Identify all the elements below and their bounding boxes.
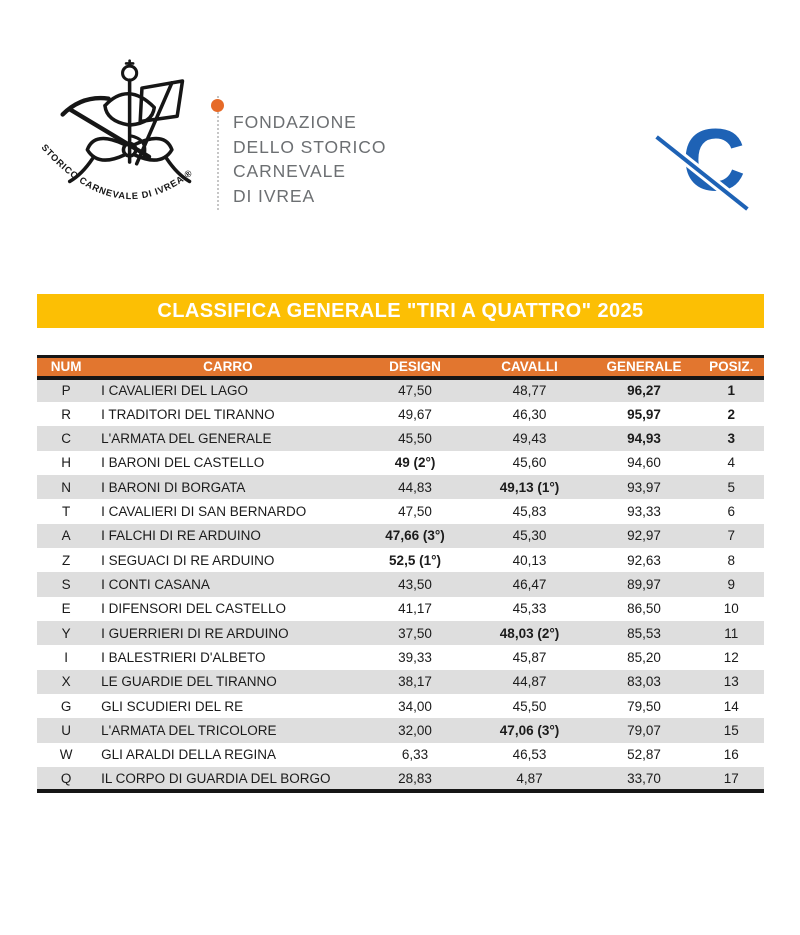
- cell-design: 6,33: [401, 747, 429, 763]
- cell-posiz: 15: [723, 722, 739, 738]
- page-title: CLASSIFICA GENERALE "TIRI A QUATTRO" 2025: [37, 294, 764, 328]
- table-row: [37, 767, 764, 791]
- column-header-posiz: POSIZ.: [699, 357, 764, 378]
- foundation-line: CARNEVALE: [233, 161, 346, 181]
- header-row: [37, 357, 764, 378]
- cell-num: G: [60, 698, 72, 714]
- table-row: [37, 597, 764, 621]
- table-row: [37, 524, 764, 548]
- cell-num: S: [61, 576, 71, 592]
- cell-num: Q: [60, 770, 72, 786]
- cell-carro: I FALCHI DI RE ARDUINO: [101, 528, 261, 544]
- cell-generale: 33,70: [627, 770, 661, 786]
- dotted-divider: [217, 96, 219, 210]
- cell-generale: 79,50: [627, 698, 661, 714]
- cell-posiz: 7: [727, 528, 736, 544]
- cell-design: 38,17: [398, 674, 432, 690]
- cell-generale: 85,20: [627, 649, 661, 665]
- cell-generale: 85,53: [627, 625, 661, 641]
- column-header-carro: CARRO: [95, 357, 360, 378]
- cell-cavalli: 46,53: [512, 747, 547, 763]
- cell-design: 41,17: [398, 601, 432, 617]
- cell-design: 45,50: [398, 430, 432, 446]
- cell-posiz: 14: [723, 698, 739, 714]
- table-row: [37, 743, 764, 767]
- cell-num: P: [61, 383, 71, 399]
- cell-carro: I BALESTRIERI D'ALBETO: [101, 649, 266, 665]
- cell-carro: I BARONI DEL CASTELLO: [101, 455, 265, 471]
- cell-num: R: [61, 406, 71, 422]
- table-row: [37, 572, 764, 596]
- cell-cavalli: 47,06 (3°): [499, 722, 560, 738]
- cell-posiz: 4: [727, 455, 736, 471]
- table-row: [37, 718, 764, 742]
- cell-cavalli: 49,43: [512, 430, 547, 446]
- cell-num: I: [64, 649, 68, 665]
- cell-carro: GLI SCUDIERI DEL RE: [101, 698, 244, 714]
- cell-carro: LE GUARDIE DEL TIRANNO: [101, 674, 277, 690]
- crest-emblem-icon: [38, 58, 223, 230]
- cell-generale: 52,87: [627, 747, 661, 763]
- cell-design: 32,00: [398, 722, 432, 738]
- cell-posiz: 6: [727, 503, 736, 519]
- cell-cavalli: 40,13: [512, 552, 547, 568]
- foundation-line: DI IVREA: [233, 185, 316, 206]
- cell-carro: I DIFENSORI DEL CASTELLO: [101, 601, 286, 617]
- cell-carro: L'ARMATA DEL TRICOLORE: [101, 722, 277, 738]
- cell-num: E: [61, 601, 71, 617]
- cell-cavalli: 44,87: [512, 674, 547, 690]
- cell-generale: 93,33: [627, 503, 661, 519]
- cell-generale: 89,97: [627, 576, 661, 592]
- cell-num: H: [61, 455, 71, 471]
- cell-num: A: [61, 528, 71, 544]
- cell-design: 52,5 (1°): [389, 552, 441, 568]
- foundation-wordmark: [233, 110, 386, 208]
- cell-posiz: 1: [727, 383, 736, 399]
- table-row: [37, 378, 764, 402]
- cell-generale: 94,60: [627, 455, 661, 471]
- standings-table: [37, 355, 764, 793]
- foundation-line: DELLO STORICO: [233, 136, 387, 157]
- crest-arc-text: STORICO CARNEVALE DI IVREA ®: [39, 142, 195, 202]
- table-row: [37, 402, 764, 426]
- cell-posiz: 5: [727, 479, 736, 495]
- foundation-line: FONDAZIONE: [233, 112, 357, 132]
- cell-posiz: 9: [727, 576, 736, 592]
- table-row: [37, 645, 764, 669]
- cell-posiz: 10: [723, 601, 739, 617]
- cell-num: U: [61, 722, 71, 738]
- cell-design: 37,50: [398, 625, 432, 641]
- cell-num: Z: [61, 552, 71, 568]
- cell-cavalli: 4,87: [516, 770, 543, 786]
- cell-design: 39,33: [398, 649, 432, 665]
- cell-generale: 95,97: [627, 406, 661, 422]
- carnevale-crest-logo: [38, 58, 223, 232]
- cell-cavalli: 48,77: [512, 383, 547, 399]
- cell-carro: I CONTI CASANA: [101, 576, 210, 592]
- cell-num: X: [61, 674, 71, 690]
- cell-num: Y: [61, 625, 71, 641]
- cell-cavalli: 45,33: [512, 601, 547, 617]
- standings-table-wrap: [37, 355, 764, 793]
- cell-generale: 93,97: [627, 479, 661, 495]
- cell-cavalli: 45,83: [512, 503, 547, 519]
- table-header: [37, 357, 764, 378]
- cell-generale: 79,07: [627, 722, 661, 738]
- cell-generale: 86,50: [627, 601, 661, 617]
- cell-generale: 83,03: [627, 674, 661, 690]
- cell-carro: I CAVALIERI DEL LAGO: [101, 383, 248, 399]
- cell-cavalli: 45,87: [512, 649, 547, 665]
- table-row: [37, 451, 764, 475]
- cell-posiz: 8: [727, 552, 736, 568]
- orange-dot-icon: [211, 99, 224, 112]
- cell-posiz: 16: [723, 747, 739, 763]
- cell-num: W: [59, 747, 73, 763]
- cell-generale: 94,93: [627, 430, 661, 446]
- partner-c-letter: C: [682, 110, 746, 209]
- cell-generale: 96,27: [627, 383, 661, 399]
- cell-carro: I GUERRIERI DI RE ARDUINO: [101, 625, 289, 641]
- cell-carro: I SEGUACI DI RE ARDUINO: [101, 552, 275, 568]
- cell-cavalli: 45,60: [512, 455, 547, 471]
- column-header-cavalli: CAVALLI: [470, 357, 590, 378]
- cell-design: 34,00: [398, 698, 432, 714]
- cell-cavalli: 49,13 (1°): [499, 479, 560, 495]
- table-row: [37, 670, 764, 694]
- cell-num: C: [61, 430, 71, 446]
- column-header-design: DESIGN: [361, 357, 470, 378]
- cell-num: T: [61, 503, 71, 519]
- cell-posiz: 12: [723, 649, 739, 665]
- cell-carro: GLI ARALDI DELLA REGINA: [101, 747, 276, 763]
- cell-posiz: 11: [724, 625, 739, 641]
- cell-cavalli: 46,47: [512, 576, 547, 592]
- cell-design: 28,83: [398, 770, 432, 786]
- column-header-generale: GENERALE: [590, 357, 699, 378]
- standings-body: [37, 378, 764, 792]
- column-header-num: NUM: [37, 357, 95, 378]
- cell-design: 44,83: [398, 479, 432, 495]
- cell-posiz: 13: [723, 674, 739, 690]
- cell-carro: L'ARMATA DEL GENERALE: [101, 430, 272, 446]
- table-row: [37, 694, 764, 718]
- table-row: [37, 426, 764, 450]
- cell-generale: 92,97: [627, 528, 661, 544]
- cell-design: 47,66 (3°): [385, 528, 445, 544]
- table-row: [37, 499, 764, 523]
- cell-design: 49 (2°): [394, 455, 436, 471]
- cell-carro: IL CORPO DI GUARDIA DEL BORGO: [101, 770, 331, 786]
- cell-cavalli: 45,50: [512, 698, 547, 714]
- cell-carro: I CAVALIERI DI SAN BERNARDO: [101, 503, 307, 519]
- cell-num: N: [61, 479, 71, 495]
- cell-posiz: 2: [727, 406, 736, 422]
- cell-cavalli: 45,30: [512, 528, 547, 544]
- cell-design: 43,50: [398, 576, 432, 592]
- cell-design: 49,67: [398, 406, 432, 422]
- cell-design: 47,50: [398, 383, 432, 399]
- table-row: [37, 621, 764, 645]
- cell-carro: I BARONI DI BORGATA: [101, 479, 246, 495]
- cell-generale: 92,63: [627, 552, 661, 568]
- cell-posiz: 3: [727, 430, 736, 446]
- partner-c-logo: [658, 110, 758, 220]
- cell-posiz: 17: [723, 770, 739, 786]
- cell-cavalli: 48,03 (2°): [499, 625, 560, 641]
- cell-carro: I TRADITORI DEL TIRANNO: [101, 406, 275, 422]
- table-row: [37, 548, 764, 572]
- cell-design: 47,50: [398, 503, 432, 519]
- cell-cavalli: 46,30: [512, 406, 547, 422]
- table-row: [37, 475, 764, 499]
